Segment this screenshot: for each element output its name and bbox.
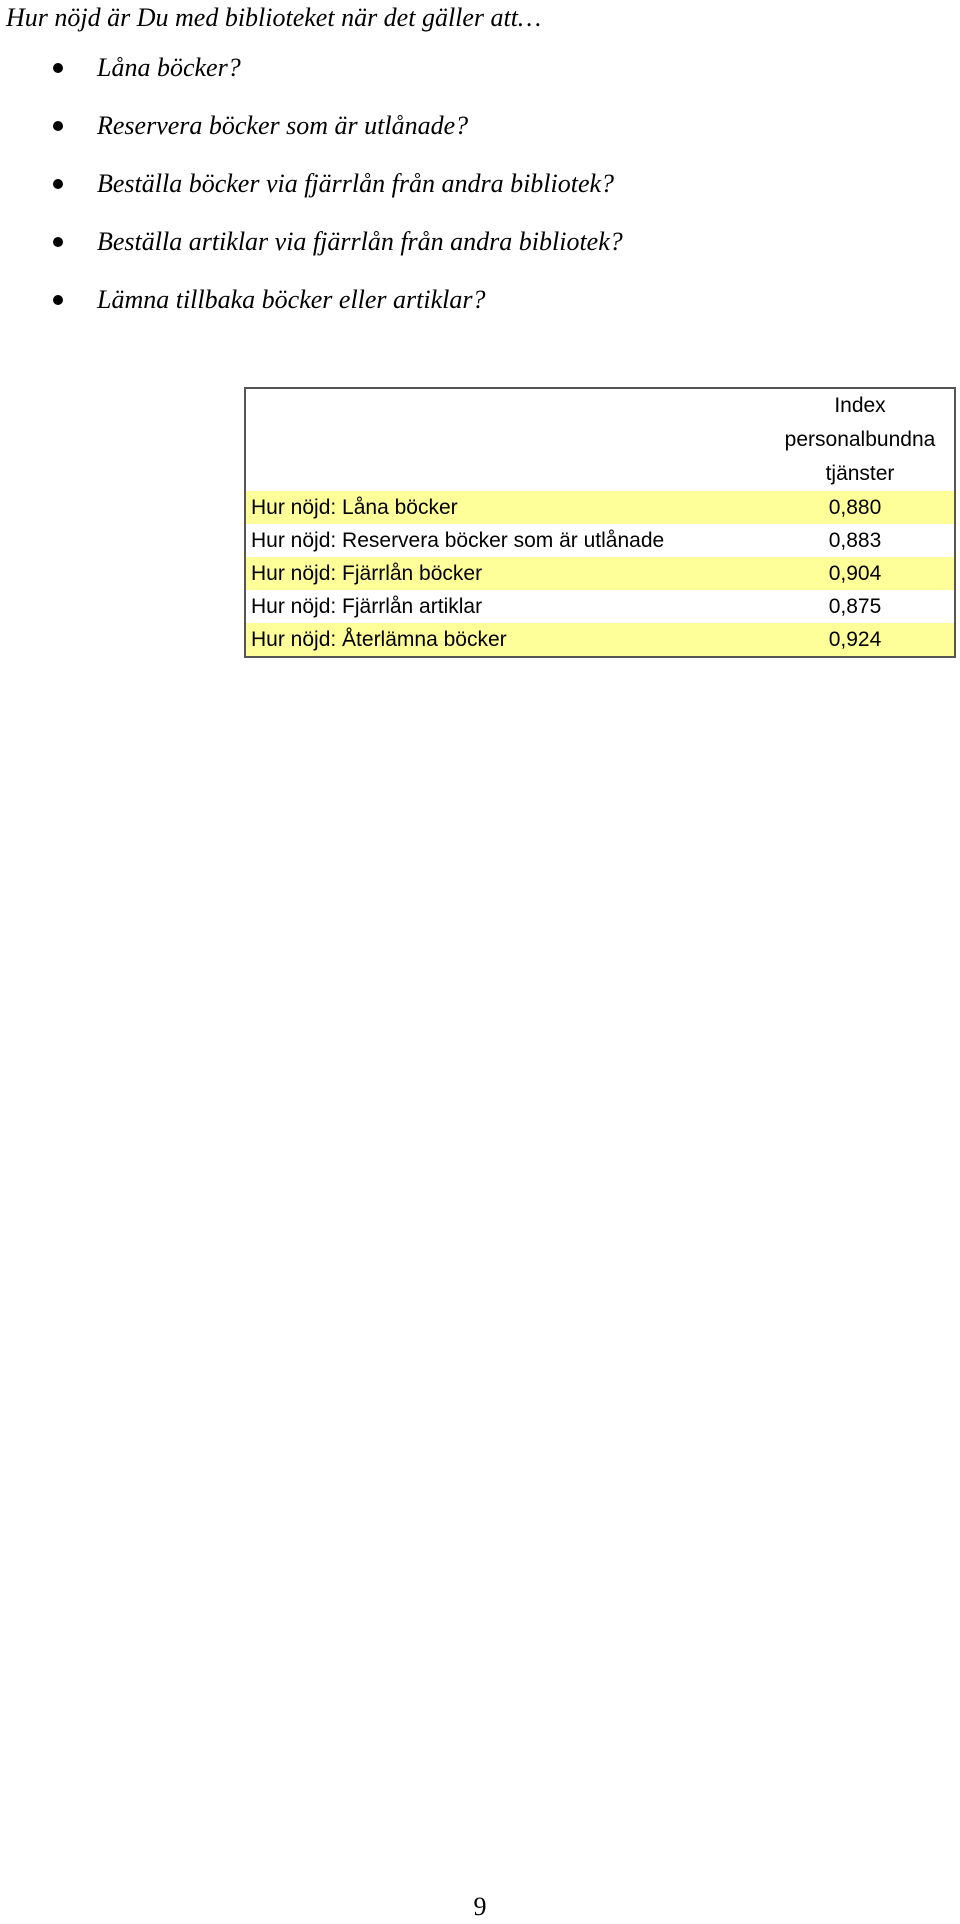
table-header-row [245,388,955,491]
header-line: personalbundna [784,428,936,451]
row-label-header [245,388,766,491]
row-label: Hur nöjd: Reservera böcker som är utlånade [251,529,665,552]
page-number: 9 [473,1892,487,1921]
bullet-icon [53,121,63,131]
row-value: 0,883 [828,529,882,552]
row-label: Hur nöjd: Återlämna böcker [245,623,766,657]
list-item [0,168,623,226]
question-text: Beställa böcker via fjärrlån från andra bibliotek? [97,169,615,198]
index-column-header [766,388,955,491]
list-item [0,284,623,342]
index-table [244,387,956,658]
table-row [245,590,955,623]
row-label: Hur nöjd: Låna böcker [245,491,766,524]
bullet-icon [53,179,63,189]
table-row [245,524,955,557]
table-row [245,491,955,524]
table-row [245,623,955,657]
question-text: Beställa artiklar via fjärrlån från andra bibliotek? [97,227,623,256]
table-row [245,557,955,590]
row-value: 0,904 [766,557,955,590]
list-item [0,110,623,168]
bullet-icon [53,237,63,247]
row-value: 0,880 [766,491,955,524]
row-value: 0,924 [766,623,955,657]
question-text: Lämna tillbaka böcker eller artiklar? [97,285,486,314]
list-item [0,226,623,284]
row-label: Hur nöjd: Fjärrlån artiklar [251,595,483,618]
row-label: Hur nöjd: Fjärrlån böcker [245,557,766,590]
bullet-icon [53,63,63,73]
header-line: tjänster [825,462,895,485]
question-text: Reservera böcker som är utlånade? [97,111,469,140]
question-list [0,52,623,342]
question-text: Låna böcker? [97,53,241,82]
bullet-icon [53,295,63,305]
list-item [0,52,623,110]
page-heading: Hur nöjd är Du med biblioteket när det gäller att… [6,3,542,32]
row-value: 0,875 [828,595,882,618]
header-line: Index [834,394,886,417]
